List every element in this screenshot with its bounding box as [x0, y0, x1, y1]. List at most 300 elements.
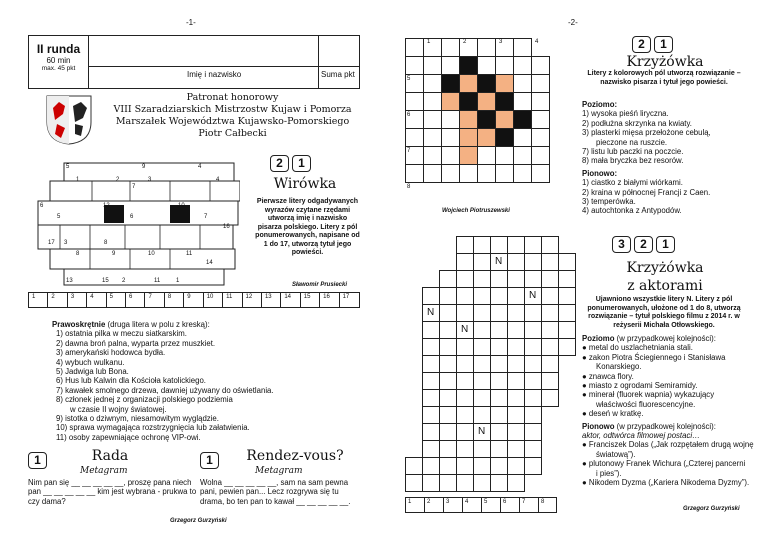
- crossword-cell[interactable]: [531, 110, 550, 129]
- krzyzowka-2-title: Krzyżówka: [626, 260, 704, 276]
- clue-line: ● minerał (fluorek wapnia) wykazujący: [582, 390, 715, 400]
- strip-cell[interactable]: [68, 293, 87, 307]
- strip-cell[interactable]: [87, 293, 106, 307]
- crossword-cell[interactable]: [456, 321, 474, 339]
- sum-field[interactable]: Suma pkt: [321, 70, 355, 79]
- wirowka-clues-intro: (druga litera w polu z kreską):: [105, 320, 210, 329]
- rendez-text: Wolna __ __ __ __ __, sam na sam pewna pani, pewien pan... Lecz rozgrywa się tu drama, bo ten pan to kawał __ __ __ __ __.: [200, 478, 351, 506]
- strip-cell-number: 6: [503, 499, 507, 505]
- crossword-cell[interactable]: [423, 164, 442, 183]
- crossword-cell[interactable]: [541, 372, 559, 390]
- crossword-cell[interactable]: [524, 304, 542, 322]
- krzyzowka-2-desc: Ujawniono wszystkie litery N. Litery z pól ponumerowanych, ułożone od 1 do 8, utworzą rozwiązanie – tytuł polskiego filmu z 2014 r. w reżyserii Michała Otłowskiego.: [587, 296, 741, 329]
- crossword-cell[interactable]: [495, 146, 514, 165]
- strip-cell[interactable]: [126, 293, 145, 307]
- revealed-letter: N: [529, 290, 537, 301]
- crossword-cell[interactable]: [423, 110, 442, 129]
- crossword-cell[interactable]: [456, 440, 474, 458]
- strip-cell[interactable]: [29, 293, 48, 307]
- crossword-cell[interactable]: [524, 321, 542, 339]
- revealed-letter: N: [495, 256, 503, 267]
- strip-cell-number: 16: [323, 294, 330, 300]
- crossword-cell[interactable]: [524, 389, 542, 407]
- clue-line: 11) osoby zapewniające ochronę VIP-owi.: [56, 432, 201, 442]
- strip-cell-number: 9: [187, 294, 191, 300]
- crossword-cell[interactable]: [513, 164, 532, 183]
- crossword-cell[interactable]: [507, 355, 525, 373]
- wirowka-grid: 5 9 4 1 2 3 4 7 6 12 10 5 6 7 16 17 3 8 8 9 10 11 14 13 15 2 11 1: [30, 158, 240, 288]
- crossword-cell[interactable]: [541, 389, 559, 407]
- crossword-cell[interactable]: [490, 236, 508, 254]
- crossword-cell[interactable]: [507, 474, 525, 492]
- rada-subtitle: Metagram: [80, 466, 128, 476]
- crossword-cell[interactable]: [531, 128, 550, 147]
- clue-line: ● znawca flory.: [582, 371, 634, 381]
- crossword-cell[interactable]: [473, 355, 491, 373]
- crossword-cell[interactable]: [524, 457, 542, 475]
- crossword-cell[interactable]: [456, 253, 474, 271]
- crossword-cell[interactable]: [524, 236, 542, 254]
- crossword-cell[interactable]: [439, 372, 457, 390]
- crossword-cell[interactable]: [459, 38, 478, 57]
- strip-cell-number: 5: [484, 499, 488, 505]
- crossword-cell[interactable]: [441, 56, 460, 75]
- round-time: 60 min: [46, 56, 71, 65]
- crossword-cell[interactable]: [495, 128, 514, 147]
- krzyzowka-1-clues: Poziomo: 1) wysoka pieśń liryczna. 2) podłużna skrzynka na kwiaty. 3) plasterki mięsa przełożone cebulą, pieczone na ruszcie. 7) listu lub paczki na poczcie. 8) mała bryczka bez resorów. Pionowo: 1) ciastko z białymi wiórkami. 2) kraina w północnej Francji z Caen. 3) temperówka. 4) autochtonka z Antypodów.: [582, 100, 757, 216]
- crossword-cell[interactable]: [405, 128, 424, 147]
- strip-cell[interactable]: [463, 498, 482, 512]
- crossword-cell[interactable]: [558, 287, 576, 305]
- crossword-cell[interactable]: [459, 74, 478, 93]
- strip-cell[interactable]: [145, 293, 164, 307]
- crossword-cell[interactable]: [477, 128, 496, 147]
- clue-line: 7) kawałek smolnego drzewa, dawniej używany do oświetlania.: [56, 385, 274, 395]
- crossword-cell[interactable]: [439, 457, 457, 475]
- strip-cell-number: 8: [167, 294, 172, 300]
- strip-cell-number: 7: [148, 294, 152, 300]
- crossword-cell[interactable]: [477, 110, 496, 129]
- crossword-cell[interactable]: [477, 92, 496, 111]
- strip-cell-number: 5: [109, 294, 113, 300]
- crossword-cell[interactable]: [473, 287, 491, 305]
- crossword-cell[interactable]: [524, 440, 542, 458]
- crossword-cell[interactable]: [495, 110, 514, 129]
- crossword-cell[interactable]: [477, 38, 496, 57]
- crossword-cell[interactable]: [422, 287, 440, 305]
- crossword-cell[interactable]: [441, 38, 460, 57]
- strip-cell-number: 8: [541, 499, 545, 505]
- clue-line: 3) temperówka.: [582, 197, 636, 207]
- crossword-cell[interactable]: [439, 355, 457, 373]
- crossword-cell[interactable]: [541, 355, 559, 373]
- crossword-cell[interactable]: [456, 372, 474, 390]
- clue-line: 5) Jadwiga lub Bona.: [56, 367, 129, 377]
- crossword-cell[interactable]: [473, 236, 491, 254]
- crossword-cell[interactable]: [439, 338, 457, 356]
- crossword-cell[interactable]: [456, 338, 474, 356]
- crossword-cell[interactable]: [558, 304, 576, 322]
- crossword-cell[interactable]: [422, 457, 440, 475]
- crossword-cell[interactable]: [531, 56, 550, 75]
- strip-cell[interactable]: [320, 293, 339, 307]
- strip-cell[interactable]: [48, 293, 67, 307]
- coat-of-arms-icon: [45, 94, 93, 146]
- clue-line: w czasie II wojny światowej.: [70, 404, 167, 414]
- crossword-cell[interactable]: [441, 92, 460, 111]
- crossword-cell[interactable]: [459, 146, 478, 165]
- clue-line: właściwości fluorescencyjne.: [596, 399, 696, 409]
- patron-line-4: Piotr Całbecki: [198, 128, 267, 139]
- crossword-cell[interactable]: [490, 338, 508, 356]
- krzyzowka-2-clues: Poziomo (w przypadkowej kolejności): ● metal do uszlachetniania stali. ● zakon Piotra Ściegiennego i Stanisława Konarskiego. ● znawca flory. ● miasto z ogrodami Semiramidy. ● minerał (fluorek wapnia) wykazujący właściwości fluorescencyjne. ● deseń w kratkę. Pionowo (w przypadkowej kolejności): aktor, odtwórca filmowej postaci… ● Franciszek Dolas („Jak rozpętałem drugą wojnę światową”). ● plutonowy Franek Wichura („Czterej pancerni i pies”). ● Nikodem Dyzma („Kariera Nikodema Dyzmy”).: [582, 334, 762, 488]
- crossword-cell[interactable]: [422, 304, 440, 322]
- rada-badge: 1: [28, 452, 50, 469]
- crossword-cell[interactable]: [422, 355, 440, 373]
- crossword-cell[interactable]: [524, 253, 542, 271]
- strip-cell[interactable]: [501, 498, 520, 512]
- strip-cell[interactable]: [204, 293, 223, 307]
- name-field[interactable]: Imię i nazwisko: [187, 70, 242, 79]
- crossword-cell[interactable]: [422, 440, 440, 458]
- crossword-cell[interactable]: [439, 423, 457, 441]
- strip-cell-number: 12: [245, 294, 253, 300]
- crossword-cell[interactable]: [456, 287, 474, 305]
- strip-cell-number: 3: [70, 294, 75, 300]
- crossword-cell[interactable]: [423, 92, 442, 111]
- crossword-cell[interactable]: [513, 74, 532, 93]
- crossword-cell[interactable]: [507, 440, 525, 458]
- crossword-cell[interactable]: [490, 372, 508, 390]
- crossword-cell[interactable]: [441, 146, 460, 165]
- crossword-cell[interactable]: [439, 304, 457, 322]
- clue-line: światową”).: [596, 449, 636, 459]
- crossword-cell[interactable]: [513, 146, 532, 165]
- crossword-cell[interactable]: [513, 92, 532, 111]
- crossword-cell[interactable]: [422, 321, 440, 339]
- crossword-cell[interactable]: [507, 406, 525, 424]
- strip-cell-number: 11: [226, 294, 233, 300]
- krzyzowka-1-title: Krzyżówka: [626, 54, 704, 70]
- krzyzowka-2-grid: [405, 236, 565, 526]
- clue-line: 9) istotka o dziwnym, niesamowitym wyglądzie.: [56, 414, 219, 424]
- crossword-cell[interactable]: [405, 164, 424, 183]
- crossword-cell[interactable]: [507, 457, 525, 475]
- crossword-cell[interactable]: [490, 270, 508, 288]
- crossword-cell[interactable]: [423, 56, 442, 75]
- crossword-cell[interactable]: [531, 164, 550, 183]
- crossword-cell[interactable]: [459, 164, 478, 183]
- krzyzowka-1-desc: Litery z kolorowych pól utworzą rozwiązanie – nazwisko pisarza i tytuł jego powieści.: [587, 70, 741, 86]
- crossword-cell[interactable]: [405, 38, 424, 57]
- crossword-cell[interactable]: [459, 128, 478, 147]
- strip-cell-number: 4: [90, 294, 94, 300]
- crossword-cell[interactable]: [507, 304, 525, 322]
- wirowka-badge-2: 1: [292, 155, 311, 172]
- strip-cell-number: 14: [284, 294, 292, 300]
- crossword-cell[interactable]: [456, 423, 474, 441]
- crossword-cell[interactable]: [490, 389, 508, 407]
- strip-cell[interactable]: [425, 498, 444, 512]
- crossword-cell[interactable]: [541, 287, 559, 305]
- strip-cell[interactable]: [539, 498, 558, 512]
- crossword-cell[interactable]: [473, 321, 491, 339]
- strip-cell[interactable]: [107, 293, 126, 307]
- crossword-cell[interactable]: [456, 270, 474, 288]
- clue-number: 3: [499, 39, 503, 45]
- clue-line: 8) członek jednej z organizacji polskiego podziemia: [56, 395, 233, 405]
- strip-cell[interactable]: [444, 498, 463, 512]
- clue-line: 2) podłużna skrzynka na kwiaty.: [582, 118, 692, 128]
- clue-line: 6) Hus lub Kalwin dla Kościoła katolickiego.: [56, 376, 206, 386]
- wirowka-badges: [270, 155, 314, 172]
- clue-number: 4: [535, 39, 539, 45]
- clue-line: 1) ostatnia pilka w meczu siatkarskim.: [56, 329, 187, 339]
- rendez-title: Rendez-vous?: [246, 448, 344, 464]
- crossword-cell[interactable]: [490, 440, 508, 458]
- crossword-cell[interactable]: [423, 38, 442, 57]
- clue-number: 6: [407, 112, 411, 118]
- patron-line-2: VIII Szaradziarskich Mistrzostw Kujaw i Pomorza: [113, 104, 352, 115]
- crossword-cell[interactable]: [507, 270, 525, 288]
- crossword-cell[interactable]: [441, 164, 460, 183]
- strip-cell-number: 2: [427, 499, 431, 505]
- clue-line: ● plutonowy Franek Wichura („Czterej pancerni: [582, 459, 746, 469]
- crossword-cell[interactable]: [490, 304, 508, 322]
- revealed-letter: N: [461, 324, 469, 335]
- crossword-cell[interactable]: [477, 164, 496, 183]
- crossword-cell[interactable]: [473, 389, 491, 407]
- crossword-cell[interactable]: [422, 338, 440, 356]
- crossword-cell[interactable]: [524, 287, 542, 305]
- crossword-cell[interactable]: [507, 287, 525, 305]
- strip-cell-number: 4: [465, 499, 469, 505]
- crossword-cell[interactable]: [473, 304, 491, 322]
- crossword-cell[interactable]: [490, 406, 508, 424]
- crossword-cell[interactable]: [423, 146, 442, 165]
- crossword-cell[interactable]: [473, 338, 491, 356]
- clue-line: ● deseń w kratkę.: [582, 409, 644, 419]
- strip-cell[interactable]: [482, 498, 501, 512]
- crossword-cell[interactable]: [422, 474, 440, 492]
- strip-cell[interactable]: [281, 293, 300, 307]
- strip-cell[interactable]: [301, 293, 320, 307]
- crossword-cell[interactable]: [558, 321, 576, 339]
- crossword-cell[interactable]: [513, 56, 532, 75]
- crossword-cell[interactable]: [524, 338, 542, 356]
- clue-number: 2: [463, 39, 467, 45]
- crossword-cell[interactable]: [439, 389, 457, 407]
- revealed-letter: N: [427, 307, 435, 318]
- crossword-cell[interactable]: [423, 128, 442, 147]
- crossword-cell[interactable]: [531, 146, 550, 165]
- clue-line: 10) sprawa wymagająca rozstrzygnięcia lub załatwienia.: [56, 423, 250, 433]
- crossword-cell[interactable]: [490, 253, 508, 271]
- crossword-cell[interactable]: [477, 146, 496, 165]
- crossword-cell[interactable]: [507, 338, 525, 356]
- crossword-cell[interactable]: [473, 270, 491, 288]
- clue-line: Konarskiego.: [596, 362, 642, 372]
- crossword-cell[interactable]: [507, 372, 525, 390]
- crossword-cell[interactable]: [477, 56, 496, 75]
- page-number-left: -1-: [186, 18, 196, 27]
- crossword-cell[interactable]: [473, 440, 491, 458]
- clue-line: 3) amerykański hodowca bydła.: [56, 348, 166, 358]
- crossword-cell[interactable]: [423, 74, 442, 93]
- clue-line: ● miasto z ogrodami Semiramidy.: [582, 381, 698, 391]
- crossword-cell[interactable]: [439, 406, 457, 424]
- crossword-cell[interactable]: [422, 406, 440, 424]
- crossword-cell[interactable]: [473, 423, 491, 441]
- strip-cell-number: 10: [206, 294, 214, 300]
- crossword-cell[interactable]: [541, 270, 559, 288]
- krzyzowka-2-author: Grzegorz Gurzyński: [683, 506, 740, 512]
- crossword-cell[interactable]: [490, 287, 508, 305]
- crossword-cell[interactable]: [439, 287, 457, 305]
- strip-cell-number: 17: [342, 294, 350, 300]
- krzyzowka-1-author: Wojciech Piotruszewski: [442, 208, 510, 214]
- crossword-cell[interactable]: [558, 253, 576, 271]
- strip-cell[interactable]: [223, 293, 242, 307]
- crossword-cell[interactable]: [524, 270, 542, 288]
- crossword-cell[interactable]: [507, 253, 525, 271]
- strip-cell[interactable]: [262, 293, 281, 307]
- rendez-author: Grzegorz Gurzyński: [170, 518, 227, 524]
- crossword-cell[interactable]: [541, 253, 559, 271]
- crossword-cell[interactable]: [456, 457, 474, 475]
- crossword-cell[interactable]: [456, 355, 474, 373]
- crossword-cell[interactable]: [441, 110, 460, 129]
- patron-line-1: Patronat honorowy: [186, 92, 279, 103]
- crossword-cell[interactable]: [422, 389, 440, 407]
- crossword-cell[interactable]: [422, 372, 440, 390]
- crossword-cell[interactable]: [405, 457, 423, 475]
- crossword-cell[interactable]: [558, 270, 576, 288]
- crossword-cell[interactable]: [439, 270, 457, 288]
- strip-cell[interactable]: [243, 293, 262, 307]
- crossword-cell[interactable]: [473, 253, 491, 271]
- crossword-cell[interactable]: [541, 236, 559, 254]
- crossword-cell[interactable]: [456, 406, 474, 424]
- rada-text: Nim pan się __ __ __ __ __, proszę pana niech pan __ __ __ __ __ kim jest wybrana - prukwa to czy dama?: [28, 478, 197, 506]
- crossword-cell[interactable]: [456, 304, 474, 322]
- crossword-cell[interactable]: [490, 457, 508, 475]
- crossword-cell[interactable]: [513, 128, 532, 147]
- krzyzowka-2-title-2: z aktorami: [627, 278, 703, 294]
- page-number-right: -2-: [568, 18, 578, 27]
- crossword-cell[interactable]: [439, 440, 457, 458]
- crossword-cell[interactable]: [473, 474, 491, 492]
- crossword-cell[interactable]: [473, 372, 491, 390]
- krzyzowka-1-badges: 2 1: [632, 36, 676, 53]
- crossword-cell[interactable]: [541, 338, 559, 356]
- crossword-cell[interactable]: [405, 474, 423, 492]
- strip-cell-number: 7: [522, 499, 526, 505]
- crossword-cell[interactable]: [513, 110, 532, 129]
- crossword-cell[interactable]: [456, 389, 474, 407]
- crossword-cell[interactable]: [507, 236, 525, 254]
- crossword-cell[interactable]: [495, 74, 514, 93]
- rada-title: Rada: [91, 448, 129, 464]
- patron-line-3: Marszałek Województwa Kujawsko-Pomorskiego: [115, 116, 350, 127]
- crossword-cell[interactable]: [490, 423, 508, 441]
- clue-line: 1) ciastko z białymi wiórkami.: [582, 178, 683, 188]
- strip-cell[interactable]: [184, 293, 203, 307]
- clue-line: 8) mała bryczka bez resorów.: [582, 156, 684, 166]
- crossword-cell[interactable]: [473, 457, 491, 475]
- crossword-cell[interactable]: [441, 74, 460, 93]
- strip-cell[interactable]: [165, 293, 184, 307]
- strip-cell-number: 15: [303, 294, 311, 300]
- crossword-cell[interactable]: [456, 474, 474, 492]
- krzyzowka-2-strip[interactable]: [405, 497, 557, 513]
- clue-line: i pies”).: [596, 468, 622, 478]
- crossword-cell[interactable]: [439, 474, 457, 492]
- crossword-cell[interactable]: [459, 110, 478, 129]
- clue-line: 3) plasterki mięsa przełożone cebulą,: [582, 128, 711, 138]
- strip-cell[interactable]: [520, 498, 539, 512]
- crossword-cell[interactable]: [531, 74, 550, 93]
- clue-line: pieczone na ruszcie.: [596, 137, 668, 147]
- crossword-cell[interactable]: [495, 56, 514, 75]
- crossword-cell[interactable]: [441, 128, 460, 147]
- crossword-cell[interactable]: [422, 423, 440, 441]
- crossword-cell[interactable]: [495, 164, 514, 183]
- crossword-cell[interactable]: [477, 74, 496, 93]
- crossword-cell[interactable]: [531, 92, 550, 111]
- crossword-cell[interactable]: [490, 474, 508, 492]
- crossword-cell[interactable]: [459, 92, 478, 111]
- round-max: max. 45 pkt: [41, 65, 76, 72]
- krzyzowka-2-badges: 3 2 1: [612, 236, 678, 253]
- crossword-cell[interactable]: [405, 56, 424, 75]
- clue-number: 7: [407, 148, 411, 154]
- wirowka-badge-1: 2: [270, 155, 289, 172]
- crossword-cell[interactable]: [513, 38, 532, 57]
- crossword-cell[interactable]: [473, 406, 491, 424]
- crossword-cell[interactable]: [524, 406, 542, 424]
- crossword-cell[interactable]: [541, 321, 559, 339]
- crossword-cell[interactable]: [524, 355, 542, 373]
- crossword-cell[interactable]: [456, 236, 474, 254]
- crossword-cell[interactable]: [558, 338, 576, 356]
- strip-cell-number: 1: [32, 294, 36, 300]
- crossword-cell[interactable]: [405, 92, 424, 111]
- crossword-cell[interactable]: [507, 389, 525, 407]
- header-box: [28, 35, 360, 89]
- clue-number: 8: [407, 184, 411, 190]
- crossword-cell[interactable]: [507, 321, 525, 339]
- crossword-cell[interactable]: [524, 372, 542, 390]
- strip-cell[interactable]: [406, 498, 425, 512]
- strip-cell[interactable]: [340, 293, 359, 307]
- crossword-cell[interactable]: [459, 56, 478, 75]
- crossword-cell[interactable]: [495, 38, 514, 57]
- wirowka-clues: [52, 320, 352, 442]
- crossword-cell[interactable]: [541, 304, 559, 322]
- wirowka-strip[interactable]: [28, 292, 360, 308]
- clue-line: ● Nikodem Dyzma („Kariera Nikodema Dyzmy”).: [582, 478, 750, 488]
- crossword-cell[interactable]: [507, 423, 525, 441]
- strip-cell-number: 2: [51, 294, 55, 300]
- crossword-cell[interactable]: [490, 355, 508, 373]
- crossword-cell[interactable]: [495, 92, 514, 111]
- crossword-cell[interactable]: [490, 321, 508, 339]
- clue-line: 1) wysoka pieśń liryczna.: [582, 109, 669, 119]
- clue-line: 7) listu lub paczki na poczcie.: [582, 147, 684, 157]
- crossword-cell[interactable]: [439, 321, 457, 339]
- crossword-cell[interactable]: [524, 423, 542, 441]
